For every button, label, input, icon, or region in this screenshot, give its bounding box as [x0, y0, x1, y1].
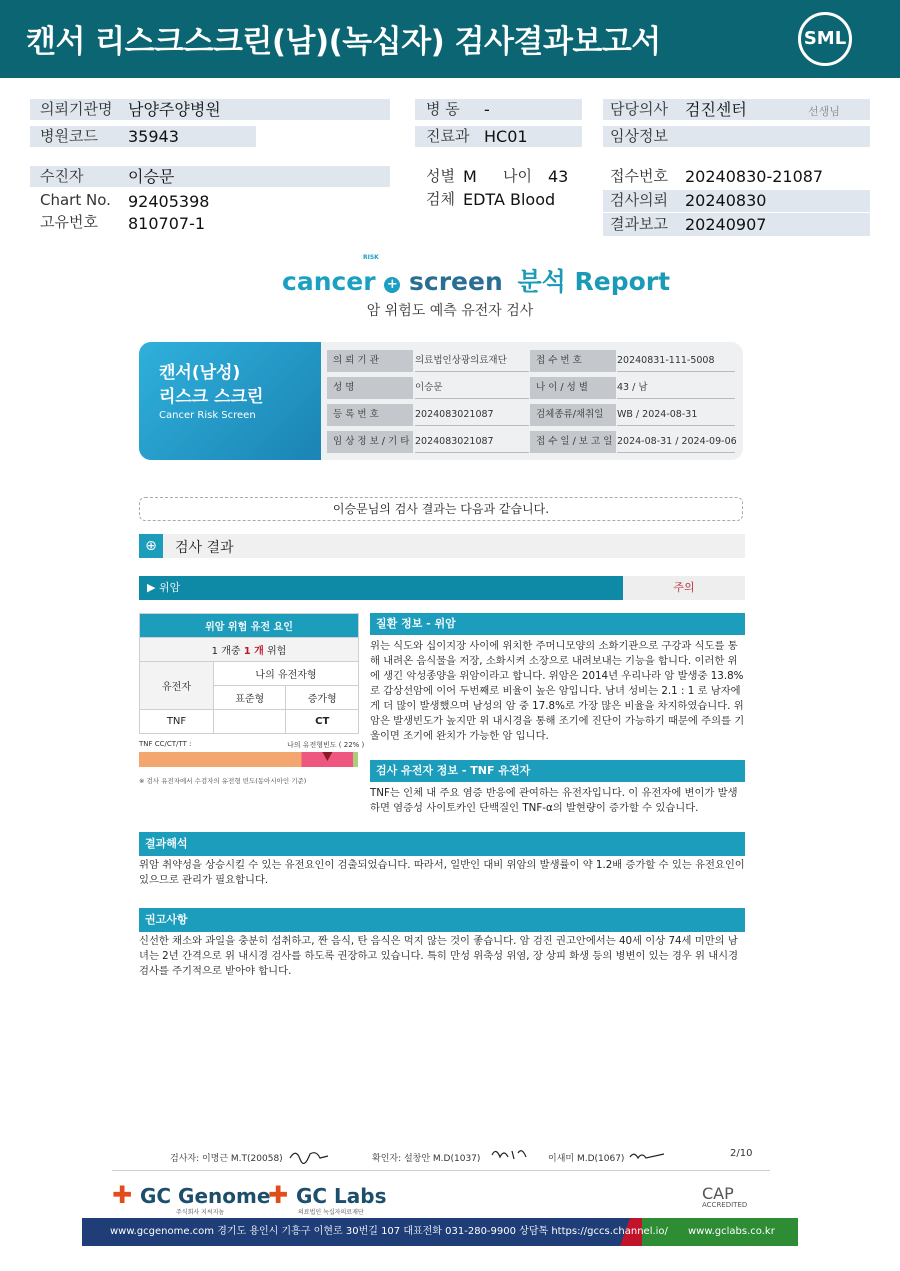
- code-value: 35943: [128, 127, 179, 146]
- freq-segment-tt: [353, 752, 358, 767]
- freq-label-right: 나의 유전형빈도 ( 22% ): [287, 741, 365, 749]
- brand-subtitle: 암 위험도 예측 유전자 검사: [366, 303, 534, 319]
- gc-genome-sub: 주식회사 지씨지놈: [176, 1209, 225, 1216]
- risk-icon: +: [384, 277, 400, 293]
- risk-level-badge: 주의: [623, 576, 745, 600]
- gene-col-header: 유전자: [140, 662, 214, 710]
- gc-plus-icon: ✚: [268, 1181, 289, 1209]
- age-value: 43: [548, 167, 569, 186]
- gc-labs-logo: GC Labs: [296, 1184, 387, 1208]
- card-value: 이승문: [415, 377, 529, 399]
- card-value: WB / 2024-08-31: [617, 404, 735, 426]
- doctor-suffix: 선생님: [808, 105, 840, 118]
- page-number: 2/10: [730, 1148, 753, 1159]
- footer-divider: [112, 1170, 770, 1171]
- result-notice: 이승문님의 검사 결과는 다음과 같습니다.: [139, 497, 743, 521]
- gc-labs-sub: 의료법인 녹십자의료재단: [298, 1209, 364, 1216]
- report-value: 20240907: [685, 215, 767, 234]
- info-card: [139, 342, 743, 460]
- card-label: 나 이 / 성 별: [530, 377, 616, 399]
- gene-info-header: 검사 유전자 정보 - TNF 유전자: [370, 760, 745, 782]
- report-title: 캔서 리스크스크린(남)(녹십자) 검사결과보고서: [26, 24, 661, 60]
- cap-logo: CAP: [702, 1184, 734, 1203]
- doctor-label: 담당의사: [610, 100, 668, 118]
- request-label: 검사의뢰: [610, 191, 668, 209]
- gc-genome-logo: GC Genome: [140, 1184, 271, 1208]
- cancer-type-bar: ▶ 위암: [139, 576, 623, 600]
- card-title-1: 캔서(남성): [159, 363, 241, 383]
- card-label: 성 명: [327, 377, 413, 399]
- card-title-3: Cancer Risk Screen: [159, 410, 256, 421]
- normal-col-header: 표준형: [214, 686, 286, 710]
- doctor-value: 검진센터: [685, 100, 747, 119]
- normal-genotype: [214, 710, 286, 734]
- gc-plus-icon: ✚: [112, 1181, 133, 1209]
- gene-name: TNF: [140, 710, 214, 734]
- brand-risk: RISK: [363, 254, 379, 261]
- interpretation-header: 결과해석: [139, 832, 745, 856]
- patient-bar: [30, 166, 390, 187]
- disease-info-header: 질환 정보 - 위암: [370, 613, 745, 635]
- brand-report: 분석 Report: [517, 267, 671, 296]
- card-label: 의 뢰 기 관: [327, 350, 413, 372]
- gene-table-header: 위암 위험 유전 요인: [140, 614, 359, 638]
- card-value: 의료법인상광의료재단: [415, 350, 529, 372]
- specimen-label: 검체: [426, 190, 455, 208]
- confirmer-text: 확인자: 설창안 M.D(1037): [372, 1154, 481, 1164]
- disease-info-text: 위는 식도와 십이지장 사이에 위치한 주머니모양의 소화기관으로 구강과 식도를 통해 내려온 음식물을 저장, 소화시켜 소장으로 내려보내는 기능을 합니다. 이러한 위에 생긴 악성종양을 위암이라고 합니다. 위암은 2014년 우리나라 암 발생중 13.8%로 갑상선암에 이어 두번째로 비율이 높은 암입니다. 남녀 성비는 2.1 : 1 로 남자에게 더 많이 발생했으며 남성의 암 중 17.8%로 가장 많은 비율을 차지하였습니다. 위암은 발생빈도가 높지만 위 내시경을 통해 조기에 진단이 가능하기 때문에 주의를 기울이면 조기에 완치가 가능한 암 입니다.: [370, 640, 745, 742]
- chart-label: Chart No.: [40, 191, 111, 209]
- card-title-2: 리스크 스크린: [159, 387, 264, 407]
- clinic-value: 남양주양병원: [128, 100, 221, 119]
- reception-value: 20240830-21087: [685, 167, 824, 186]
- confirmer-signature: [490, 1145, 530, 1163]
- chart-value: 92405398: [128, 192, 210, 211]
- brand-screen: screen: [409, 267, 503, 296]
- mine-col-header: 나의 유전자형: [214, 662, 359, 686]
- clinic-label: 의뢰기관명: [40, 100, 113, 118]
- dept-value: HC01: [484, 127, 528, 146]
- report-label: 결과보고: [610, 215, 668, 233]
- footer-address: www.gcgenome.com 경기도 용인시 기흥구 이현로 30번길 107 대표전화 031-280-9900 상담톡 https://gccs.channel.io/: [110, 1226, 668, 1237]
- section-title: 검사 결과: [175, 540, 234, 556]
- sex-value: M: [463, 167, 477, 186]
- id-label: 고유번호: [40, 213, 98, 231]
- confirmer2-signature: [628, 1149, 666, 1163]
- gene-count: [140, 638, 359, 662]
- ward-value: -: [484, 100, 490, 119]
- increase-genotype: CT: [286, 710, 359, 734]
- card-label: 임 상 정 보 / 기 타: [327, 431, 413, 453]
- cap-accredited: ACCREDITED: [702, 1201, 748, 1209]
- ward-label: 병 동: [426, 100, 460, 118]
- confirmer2-text: 이새미 M.D(1067): [548, 1154, 625, 1164]
- gene-info-text: TNF는 인체 내 주요 염증 반응에 관여하는 유전자입니다. 이 유전자에 변이가 발생하면 염증성 사이토카인 단백질인 TNF-α의 발현량이 증가할 수 있습니다.: [370, 787, 738, 814]
- brand-cancer: cancer: [282, 267, 376, 296]
- card-label: 접 수 일 / 보 고 일: [530, 431, 616, 453]
- increase-col-header: 증가형: [286, 686, 359, 710]
- id-value: 810707-1: [128, 214, 206, 233]
- recommendation-text: 신선한 채소와 과일을 충분히 섭취하고, 짠 음식, 탄 음식은 먹지 않는 것이 좋습니다. 암 검진 권고안에서는 40세 이상 74세 미만의 남녀는 2년 간격으로 위 내시경 검사를 하도록 권장하고 있습니다. 특히 만성 위축성 위염, 장 상피 화생 등의 병변이 있는 경우 위 내시경 검사를 주기적으로 받아야 합니다.: [139, 935, 739, 977]
- gene-risk-table: [139, 613, 359, 734]
- card-label: 등 록 번 호: [327, 404, 413, 426]
- genotype-frequency-bar: [139, 752, 358, 767]
- age-label: 나이: [503, 167, 532, 185]
- brand-title: [282, 254, 671, 298]
- code-label: 병원코드: [40, 127, 98, 145]
- card-value: 2024083021087: [415, 431, 529, 453]
- footer-website: www.gclabs.co.kr: [688, 1226, 775, 1237]
- card-value: 43 / 남: [617, 377, 735, 399]
- patient-label: 수진자: [40, 167, 84, 185]
- examiner-text: 검사자: 이명근 M.T(20058): [170, 1154, 283, 1164]
- dept-label: 진료과: [426, 127, 470, 145]
- gene-count-post: 위험: [263, 646, 287, 657]
- card-value: 20240831-111-5008: [617, 350, 735, 372]
- gene-count-pre: 1 개중: [211, 646, 244, 657]
- sex-label: 성별: [426, 167, 455, 185]
- request-value: 20240830: [685, 191, 767, 210]
- clinical-label: 임상정보: [610, 127, 668, 145]
- recommendation-header: 권고사항: [139, 908, 745, 932]
- reception-label: 접수번호: [610, 167, 668, 185]
- freq-note: ※ 검사 유전자에서 수검자의 유전형 빈도(동아시아인 기준): [139, 777, 307, 785]
- card-value: 2024-08-31 / 2024-09-06: [617, 431, 735, 453]
- dates-divider: [603, 212, 870, 213]
- freq-label-left: TNF CC/CT/TT :: [139, 740, 192, 748]
- card-value: 2024083021087: [415, 404, 529, 426]
- sml-logo: SML: [798, 12, 852, 66]
- interpretation-text: 위암 취약성을 상승시킬 수 있는 유전요인이 검출되었습니다. 따라서, 일반인 대비 위암의 발생률이 약 1.2배 증가할 수 있는 유전요인이 있으므로 관리가 필요합니다.: [139, 859, 745, 886]
- card-label: 접 수 번 호: [530, 350, 616, 372]
- folder-plus-icon: ⊕: [139, 534, 163, 558]
- specimen-value: EDTA Blood: [463, 190, 556, 209]
- card-label: 검체종류/채취일: [530, 404, 616, 426]
- examiner-signature: [288, 1146, 330, 1164]
- freq-segment-cc: [139, 752, 301, 767]
- patient-value: 이승문: [128, 167, 175, 186]
- gene-count-value: 1 개: [243, 646, 264, 657]
